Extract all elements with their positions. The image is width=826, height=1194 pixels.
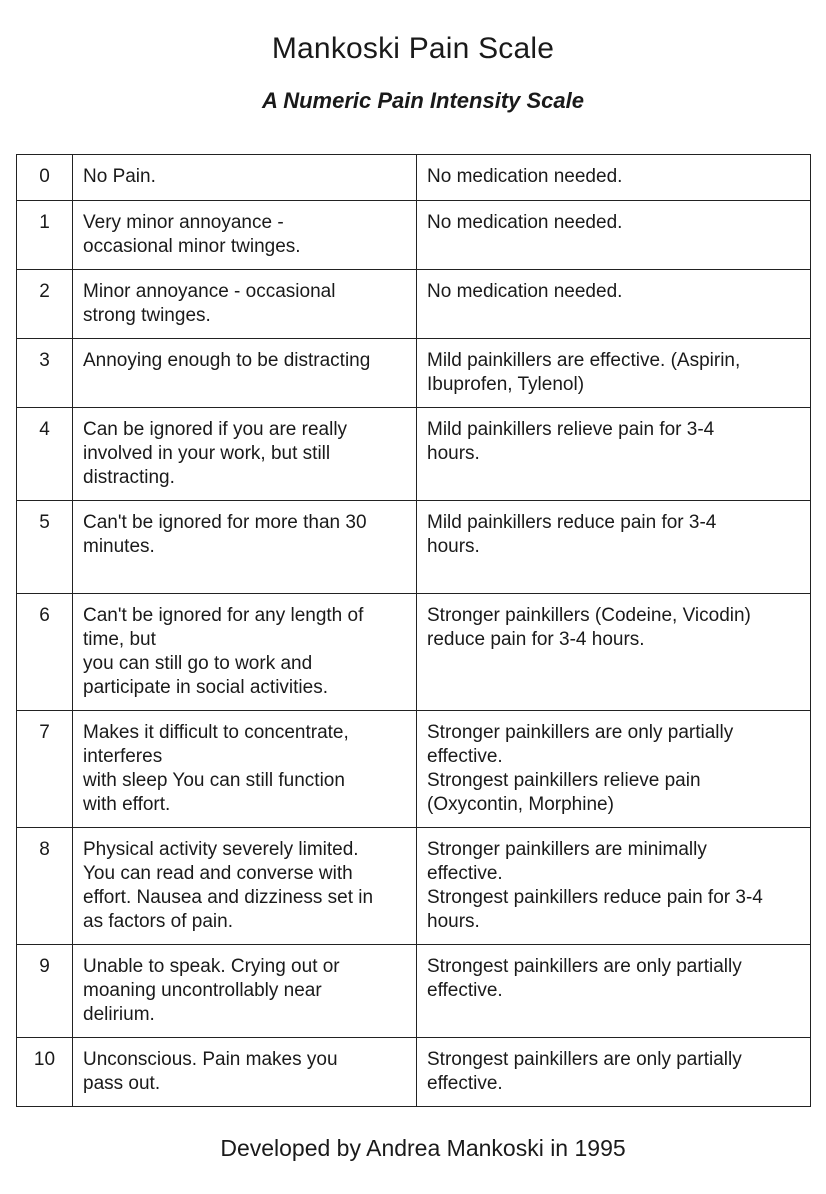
pain-description-line: Unconscious. Pain makes you bbox=[83, 1049, 338, 1070]
medication-line: hours. bbox=[427, 443, 480, 464]
pain-level-cell: 0 bbox=[17, 155, 73, 201]
pain-description-line: as factors of pain. bbox=[83, 911, 233, 932]
pain-description-cell bbox=[73, 155, 417, 201]
pain-level-cell: 4 bbox=[17, 408, 73, 501]
pain-scale-row bbox=[17, 201, 811, 270]
medication-line: No medication needed. bbox=[427, 212, 623, 233]
pain-description-line: involved in your work, but still bbox=[83, 443, 331, 464]
pain-scale-row bbox=[17, 945, 811, 1038]
medication-cell bbox=[417, 408, 811, 501]
medication-line: Mild painkillers are effective. (Aspirin, bbox=[427, 350, 741, 371]
medication-line: effective. bbox=[427, 863, 503, 884]
pain-level-cell: 1 bbox=[17, 201, 73, 270]
pain-description-cell bbox=[73, 1038, 417, 1107]
medication-line: Stronger painkillers are minimally bbox=[427, 839, 707, 860]
document-title: Mankoski Pain Scale bbox=[271, 32, 555, 65]
pain-description-line: effort. Nausea and dizziness set in bbox=[83, 887, 374, 908]
pain-scale-row bbox=[17, 155, 811, 201]
pain-scale-row bbox=[17, 828, 811, 945]
pain-description-cell bbox=[73, 594, 417, 711]
medication-line: No medication needed. bbox=[427, 166, 623, 187]
pain-description-line: Can't be ignored for any length of bbox=[83, 605, 364, 626]
medication-line: effective. bbox=[427, 746, 503, 767]
pain-level-cell: 8 bbox=[17, 828, 73, 945]
pain-level-cell: 3 bbox=[17, 339, 73, 408]
medication-cell bbox=[417, 270, 811, 339]
pain-scale-row bbox=[17, 594, 811, 711]
pain-description-line: participate in social activities. bbox=[83, 677, 328, 698]
medication-line: Mild painkillers relieve pain for 3-4 bbox=[427, 419, 715, 440]
pain-description-cell bbox=[73, 201, 417, 270]
pain-description-cell bbox=[73, 711, 417, 828]
pain-level-cell: 7 bbox=[17, 711, 73, 828]
pain-description-line: with sleep You can still function bbox=[83, 770, 345, 791]
pain-description-line: Makes it difficult to concentrate, bbox=[83, 722, 349, 743]
pain-description-line: occasional minor twinges. bbox=[83, 236, 301, 257]
pain-description-line: interferes bbox=[83, 746, 163, 767]
medication-cell bbox=[417, 501, 811, 594]
medication-line: effective. bbox=[427, 1073, 503, 1094]
medication-cell bbox=[417, 594, 811, 711]
pain-description-line: with effort. bbox=[83, 794, 171, 815]
medication-cell bbox=[417, 828, 811, 945]
medication-cell bbox=[417, 945, 811, 1038]
pain-description-cell bbox=[73, 339, 417, 408]
pain-description-line: Minor annoyance - occasional bbox=[83, 281, 336, 302]
medication-line: No medication needed. bbox=[427, 281, 623, 302]
pain-description-line: Can be ignored if you are really bbox=[83, 419, 348, 440]
document-footer: Developed by Andrea Mankoski in 1995 bbox=[220, 1135, 626, 1161]
pain-scale-row bbox=[17, 270, 811, 339]
pain-description-line: distracting. bbox=[83, 467, 175, 488]
pain-description-line: No Pain. bbox=[83, 166, 156, 187]
medication-line: Strongest painkillers reduce pain for 3-4 bbox=[427, 887, 763, 908]
pain-level-cell: 6 bbox=[17, 594, 73, 711]
pain-description-line: time, but bbox=[83, 629, 156, 650]
document-subtitle: A Numeric Pain Intensity Scale bbox=[262, 88, 584, 113]
medication-line: Ibuprofen, Tylenol) bbox=[427, 374, 585, 395]
pain-description-line: Can't be ignored for more than 30 bbox=[83, 512, 367, 533]
pain-description-cell bbox=[73, 408, 417, 501]
medication-cell bbox=[417, 1038, 811, 1107]
pain-level-cell: 5 bbox=[17, 501, 73, 594]
medication-line: hours. bbox=[427, 911, 480, 932]
pain-scale-row bbox=[17, 711, 811, 828]
pain-description-cell bbox=[73, 270, 417, 339]
medication-line: Stronger painkillers (Codeine, Vicodin) bbox=[427, 605, 751, 626]
pain-description-cell bbox=[73, 828, 417, 945]
pain-description-line: strong twinges. bbox=[83, 305, 211, 326]
medication-cell bbox=[417, 155, 811, 201]
pain-description-cell bbox=[73, 945, 417, 1038]
pain-scale-row bbox=[17, 408, 811, 501]
medication-line: Mild painkillers reduce pain for 3-4 bbox=[427, 512, 717, 533]
medication-line: (Oxycontin, Morphine) bbox=[427, 794, 614, 815]
pain-level-cell: 10 bbox=[17, 1038, 73, 1107]
pain-level-cell: 9 bbox=[17, 945, 73, 1038]
pain-description-line: delirium. bbox=[83, 1004, 155, 1025]
medication-line: reduce pain for 3-4 hours. bbox=[427, 629, 645, 650]
pain-scale-table bbox=[16, 154, 811, 1107]
medication-cell bbox=[417, 339, 811, 408]
pain-level-cell: 2 bbox=[17, 270, 73, 339]
pain-scale-table-body bbox=[17, 155, 811, 1107]
medication-line: Strongest painkillers relieve pain bbox=[427, 770, 701, 791]
pain-description-line: Unable to speak. Crying out or bbox=[83, 956, 340, 977]
pain-scale-row bbox=[17, 501, 811, 594]
medication-line: Strongest painkillers are only partially bbox=[427, 1049, 742, 1070]
pain-description-line: Very minor annoyance - bbox=[83, 212, 284, 233]
medication-line: Strongest painkillers are only partially bbox=[427, 956, 742, 977]
medication-cell bbox=[417, 201, 811, 270]
pain-description-line: You can read and converse with bbox=[83, 863, 353, 884]
medication-line: Stronger painkillers are only partially bbox=[427, 722, 734, 743]
medication-line: effective. bbox=[427, 980, 503, 1001]
pain-description-line: minutes. bbox=[83, 536, 155, 557]
medication-cell bbox=[417, 711, 811, 828]
pain-scale-row bbox=[17, 339, 811, 408]
pain-description-line: Physical activity severely limited. bbox=[83, 839, 359, 860]
pain-description-line: Annoying enough to be distracting bbox=[83, 350, 371, 371]
medication-line: hours. bbox=[427, 536, 480, 557]
pain-description-cell bbox=[73, 501, 417, 594]
pain-description-line: moaning uncontrollably near bbox=[83, 980, 322, 1001]
pain-description-line: pass out. bbox=[83, 1073, 161, 1094]
pain-scale-row bbox=[17, 1038, 811, 1107]
pain-description-line: you can still go to work and bbox=[83, 653, 313, 674]
